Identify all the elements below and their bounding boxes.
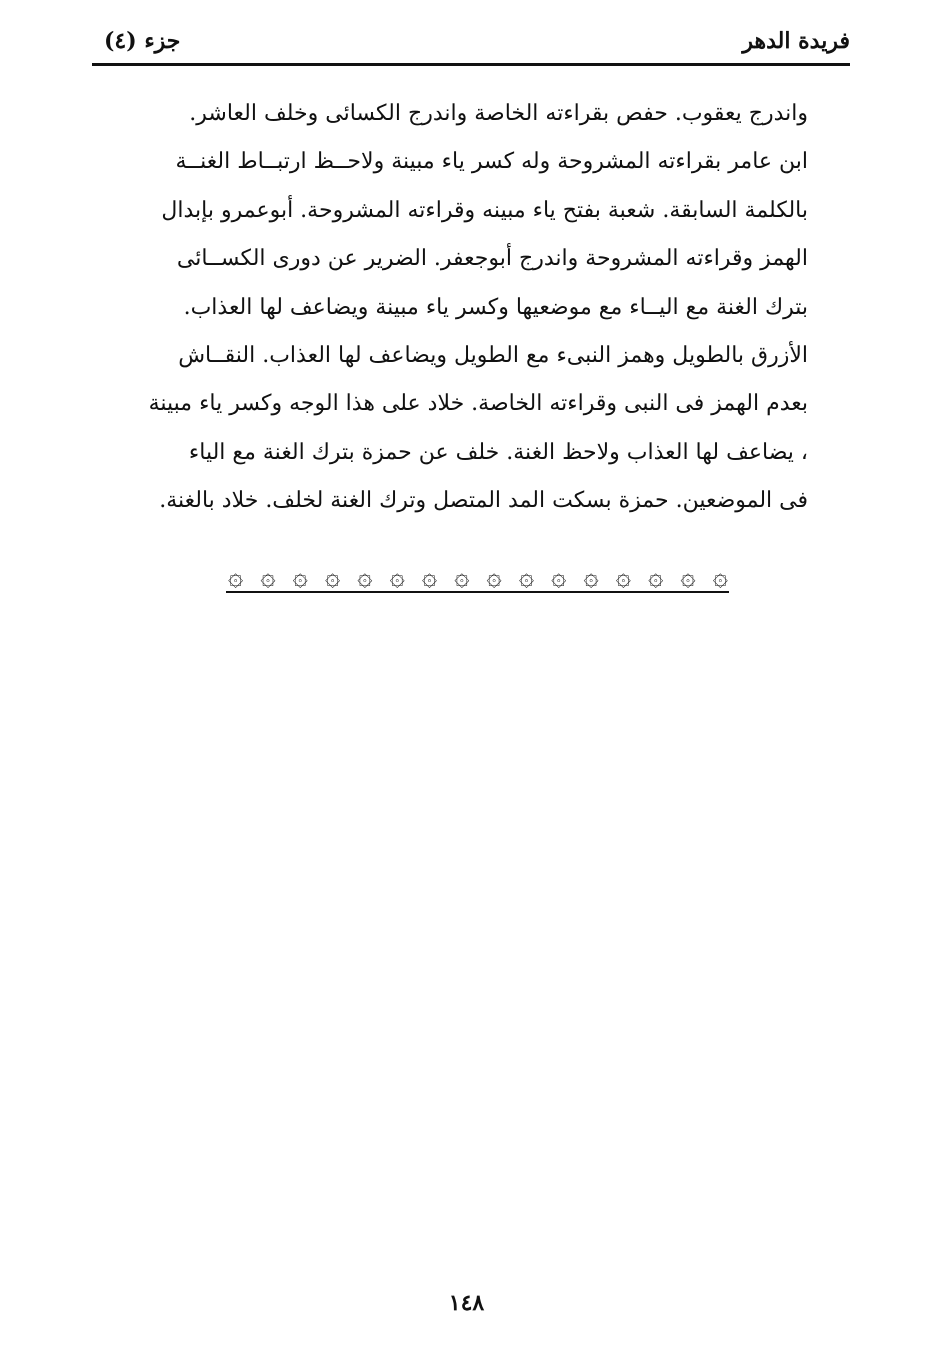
ornament-flower-icon: ۞	[551, 562, 567, 592]
ornament-flower-icon: ۞	[712, 562, 728, 592]
page-header	[92, 22, 850, 66]
ornament-flower-icon: ۞	[486, 562, 502, 592]
ornament-flower-icon: ۞	[260, 562, 276, 592]
ornament-flower-icon: ۞	[228, 562, 244, 592]
text-line: بالكلمة السابقة. شعبة بفتح ياء مبينه وقراءته المشروحة. أبوعمرو بإبدال	[161, 197, 808, 223]
ornament-underline	[226, 591, 729, 593]
header-divider	[92, 63, 850, 66]
ornament-divider	[228, 560, 728, 594]
ornament-flower-icon: ۞	[518, 562, 535, 592]
ornament-flower-icon: ۞	[648, 562, 664, 592]
part-label: جزء (٤)	[104, 28, 181, 54]
ornament-flower-icon: ۞	[680, 562, 696, 592]
ornament-flower-icon: ۞	[454, 562, 470, 592]
ornament-flower-icon: ۞	[421, 562, 438, 592]
body-text	[96, 90, 808, 526]
book-title: فريدة الدهر	[742, 28, 850, 54]
text-line: بترك الغنة مع اليــاء مع موضعيها وكسر ياء مبينة ويضاعف لها العذاب.	[183, 294, 808, 320]
ornament-flower-icon: ۞	[615, 562, 631, 592]
text-line: بعدم الهمز فى النبى وقراءته الخاصة. خلاد على هذا الوجه وكسر ياء مبينة	[148, 391, 808, 417]
text-line: الأزرق بالطويل وهمز النبىء مع الطويل ويضاعف لها العذاب. النقــاش	[178, 343, 808, 369]
page-number: ١٤٨	[448, 1290, 485, 1316]
ornament-flower-icon: ۞	[389, 562, 405, 592]
ornament-flower-icon: ۞	[583, 562, 599, 592]
ornament-flower-icon: ۞	[324, 562, 341, 592]
text-line: الهمز وقراءته المشروحة واندرج أبوجعفر. الضرير عن دورى الكســائى	[176, 246, 808, 272]
text-line: فى الموضعين. حمزة بسكت المد المتصل وترك الغنة لخلف. خلاد بالغنة.	[159, 488, 808, 514]
ornament-flower-icon: ۞	[357, 562, 373, 592]
text-line: ابن عامر بقراءته المشروحة وله كسر ياء مبينة ولاحــظ ارتبــاط الغنــة	[175, 149, 808, 175]
ornament-flower-icon: ۞	[292, 562, 308, 592]
text-line: واندرج يعقوب. حفص بقراءته الخاصة واندرج الكسائى وخلف العاشر.	[189, 101, 808, 126]
text-line: ، يضاعف لها العذاب ولاحظ الغنة. خلف عن حمزة بترك الغنة مع الياء	[188, 439, 808, 465]
